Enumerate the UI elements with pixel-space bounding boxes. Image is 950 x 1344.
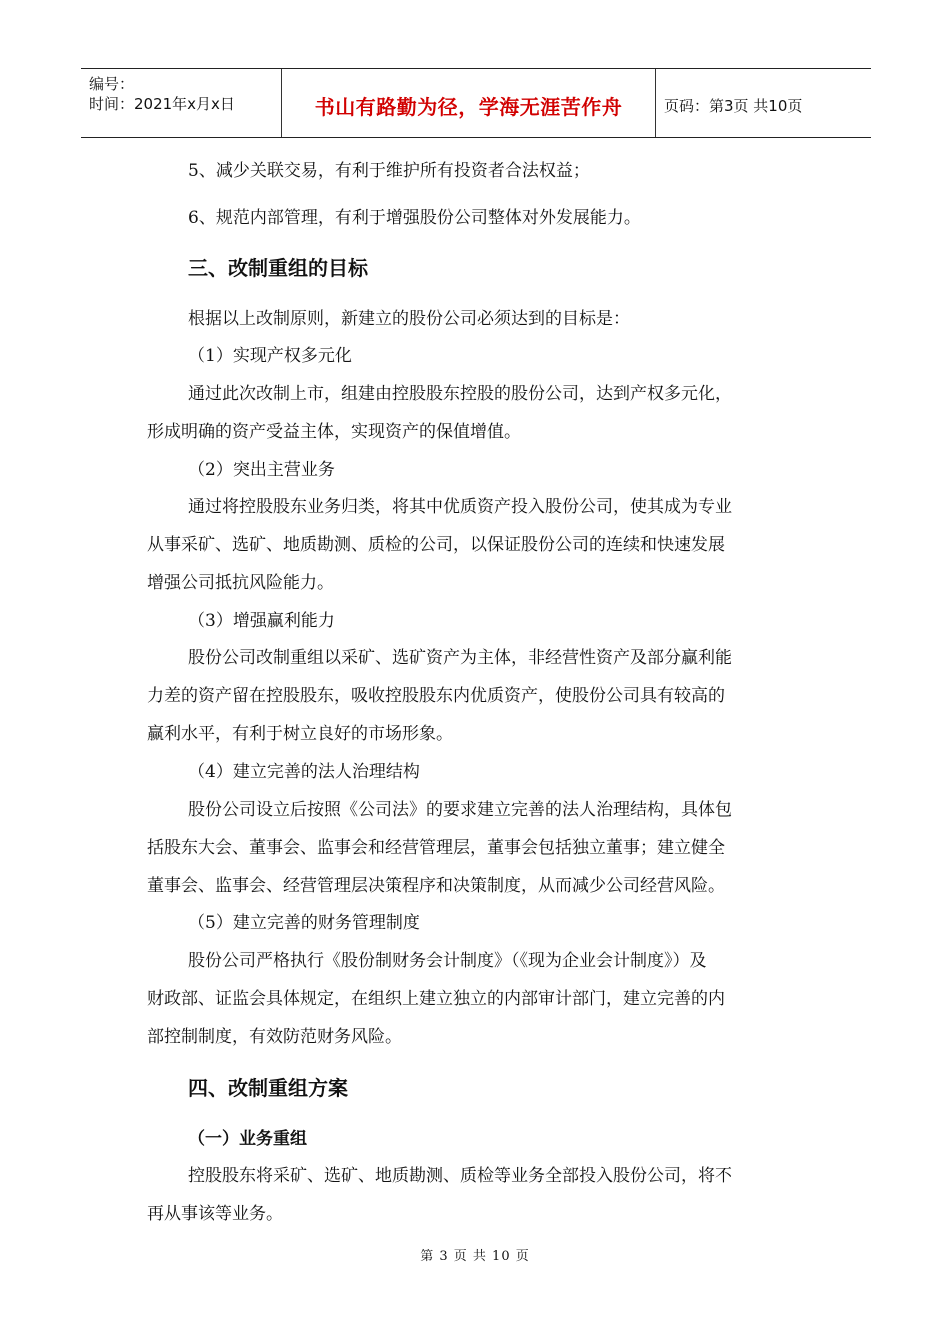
body-line: 部控制制度，有效防范财务风险。 <box>147 1027 402 1047</box>
subheading-3: （3）增强赢利能力 <box>188 611 335 631</box>
subsection-heading-1: （一）业务重组 <box>188 1129 307 1149</box>
header-page-label: 页码：第3页 共10页 <box>664 96 803 115</box>
header-motto: 书山有路勤为径，学海无涯苦作舟 <box>314 94 623 119</box>
header-meta-cell <box>81 69 282 137</box>
body-line: 5、减少关联交易，有利于维护所有投资者合法权益； <box>188 161 590 181</box>
subheading-2: （2）突出主营业务 <box>188 460 335 480</box>
body-line: 财政部、证监会具体规定，在组织上建立独立的内部审计部门，建立完善的内 <box>147 989 725 1009</box>
body-line: 根据以上改制原则，新建立的股份公司必须达到的目标是： <box>188 309 630 329</box>
header-motto-cell <box>282 69 656 137</box>
body-line: 增强公司抵抗风险能力。 <box>147 573 334 593</box>
body-line: 股份公司严格执行《股份制财务会计制度》（《现为企业会计制度》）及 <box>188 951 707 971</box>
body-line: 控股股东将采矿、选矿、地质勘测、质检等业务全部投入股份公司，将不 <box>188 1166 732 1186</box>
header-page-cell <box>656 69 871 137</box>
body-line: 通过此次改制上市，组建由控股股东控股的股份公司，达到产权多元化， <box>188 384 732 404</box>
page-footer: 第 3 页 共 10 页 <box>420 1249 530 1264</box>
body-line: 从事采矿、选矿、地质勘测、质检的公司，以保证股份公司的连续和快速发展 <box>147 535 725 555</box>
body-line: 股份公司改制重组以采矿、选矿资产为主体，非经营性资产及部分赢利能 <box>188 648 732 668</box>
subheading-1: （1）实现产权多元化 <box>188 346 352 366</box>
header-time-label: 时间：2021年x月x日 <box>89 95 235 113</box>
header-number-label: 编号： <box>89 75 135 93</box>
body-line: 赢利水平，有利于树立良好的市场形象。 <box>147 724 453 744</box>
body-line: 再从事该等业务。 <box>147 1204 283 1224</box>
body-line: 形成明确的资产受益主体，实现资产的保值增值。 <box>147 422 521 442</box>
body-line: 董事会、监事会、经营管理层决策程序和决策制度，从而减少公司经营风险。 <box>147 876 725 896</box>
body-line: 通过将控股股东业务归类，将其中优质资产投入股份公司，使其成为专业 <box>188 497 732 517</box>
body-line: 6、规范内部管理，有利于增强股份公司整体对外发展能力。 <box>188 208 641 228</box>
section-heading-4: 四、改制重组方案 <box>188 1076 348 1100</box>
body-line: 股份公司设立后按照《公司法》的要求建立完善的法人治理结构，具体包 <box>188 800 732 820</box>
body-line: 力差的资产留在控股股东，吸收控股股东内优质资产，使股份公司具有较高的 <box>147 686 725 706</box>
section-heading-3: 三、改制重组的目标 <box>188 256 368 280</box>
page-header <box>81 68 871 138</box>
body-line: 括股东大会、董事会、监事会和经营管理层，董事会包括独立董事；建立健全 <box>147 838 725 858</box>
subheading-5: （5）建立完善的财务管理制度 <box>188 913 420 933</box>
subheading-4: （4）建立完善的法人治理结构 <box>188 762 420 782</box>
